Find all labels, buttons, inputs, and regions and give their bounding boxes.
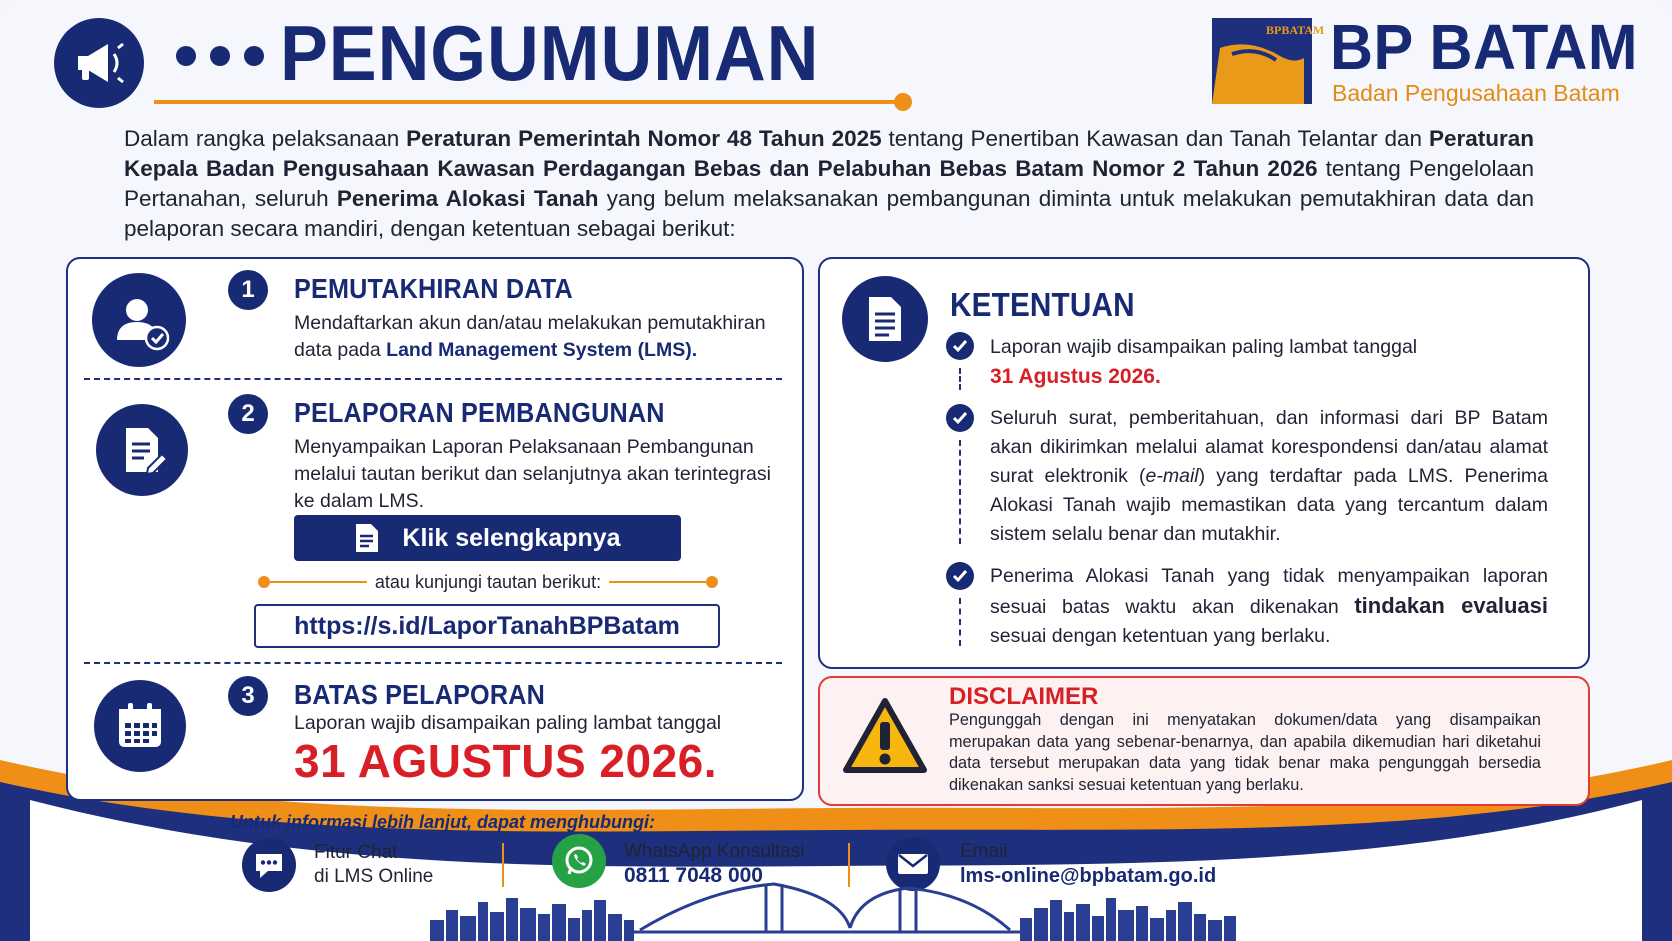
contact-heading: Untuk informasi lebih lanjut, dapat menghubungi:: [230, 812, 655, 832]
alternative-link-divider: [258, 572, 718, 592]
step-2-title: PELAPORAN PEMBANGUNAN: [294, 397, 665, 428]
disclaimer-title: DISCLAIMER: [949, 683, 1099, 710]
step-2-badge: 2: [228, 394, 268, 434]
title-underline: [154, 100, 898, 104]
logo-subtitle: Badan Pengusahaan Batam: [1332, 80, 1620, 106]
title-underline-dot: [894, 93, 912, 111]
step-divider: [84, 378, 782, 380]
provisions-title: KETENTUAN: [950, 286, 1135, 323]
step-1-badge: 1: [228, 270, 268, 310]
disclaimer-text: Pengunggah dengan ini menyatakan dokumen/data yang disampaikan merupakan data yang sebenar-benarnya, dan apabila dikemudian hari diketahui data tersebut merupakan data yang tidak benar maka pengunggah bersedia dikenakan sanksi sesuai ketentuan yang berlaku.: [949, 711, 1541, 794]
step-3-title: BATAS PELAPORAN: [294, 679, 545, 710]
deadline-date: 31 AGUSTUS 2026.: [294, 735, 718, 787]
provision-3-text: Penerima Alokasi Tanah yang tidak menyampaikan laporan sesuai batas waktu akan dikenakan tindakan evaluasi sesuai dengan ketentuan yang berlaku.: [990, 565, 1548, 647]
chat-icon[interactable]: [242, 838, 296, 892]
check-icon: [946, 562, 974, 590]
alternative-link-text: atau kunjungi tautan berikut:: [367, 572, 609, 592]
page-title: PENGUMUMAN: [280, 9, 820, 97]
warning-icon: [842, 696, 928, 776]
bp-batam-logo-icon: [1212, 18, 1325, 104]
city-skyline-illustration: [430, 880, 1250, 941]
step-divider: [84, 662, 782, 664]
logo-mark-text: BPBATAM: [1266, 23, 1325, 37]
megaphone-icon: [54, 18, 144, 108]
step-2-text: Menyampaikan Laporan Pelaksanaan Pembangunan melalui tautan berikut dan selanjutnya akan terintegrasi ke dalam LMS.: [294, 436, 771, 512]
logo-name: BP BATAM: [1330, 11, 1638, 83]
chat-contact[interactable]: Fitur Chat di LMS Online: [314, 842, 434, 887]
timeline-dash: [959, 368, 961, 390]
timeline-dash: [959, 440, 961, 544]
provision-1-text: Laporan wajib disampaikan paling lambat tanggal 31 Agustus 2026.: [990, 336, 1418, 388]
document-icon: [842, 276, 928, 362]
report-url-link[interactable]: https://s.id/LaporTanahBPBatam: [254, 604, 720, 648]
step-3-text: Laporan wajib disampaikan paling lambat tanggal: [294, 712, 722, 734]
lms-link[interactable]: Land Management System (LMS).: [386, 339, 698, 361]
read-more-label: Klik selengkapnya: [402, 523, 621, 552]
document-icon: [354, 522, 380, 554]
document-edit-icon: [96, 404, 188, 496]
calendar-icon: [94, 680, 186, 772]
whatsapp-contact[interactable]: WhatsApp Konsultasi 0811 7048 000: [624, 841, 805, 887]
timeline-dash: [959, 598, 961, 646]
intro-paragraph: Dalam rangka pelaksanaan Peraturan Pemerintah Nomor 48 Tahun 2025 tentang Penertiban Kawasan dan Tanah Telantar dan Peraturan Kepala Badan Pengusahaan Kawasan Perdagangan Bebas dan Pelabuhan Bebas Batam Nomor 2 Tahun 2026 tentang Pengelolaan Pertanahan, seluruh Penerima Alokasi Tanah yang belum melaksanakan pembangunan diminta untuk melakukan pemutakhiran data dan pelaporan secara mandiri, dengan ketentuan sebagai berikut:: [124, 126, 1534, 241]
step-3-badge: 3: [228, 676, 268, 716]
read-more-button[interactable]: [294, 515, 681, 561]
user-check-icon: [92, 273, 186, 367]
check-icon: [946, 404, 974, 432]
check-icon: [946, 332, 974, 360]
email-contact[interactable]: Email lms-online@bpbatam.go.id: [960, 841, 1217, 887]
provision-2-text: Seluruh surat, pemberitahuan, dan informasi dari BP Batam akan dikirimkan melalui alamat korespondensi dan/atau alamat surat elektronik (e-mail) yang terdaftar pada LMS. Penerima Alokasi Tanah wajib memastikan data yang tercantum dalam sistem selalu benar dan mutakhir.: [990, 407, 1548, 545]
step-1-text: Mendaftarkan akun dan/atau melakukan pemutakhiran data pada Land Management System (LMS).: [294, 312, 766, 361]
step-1-title: PEMUTAKHIRAN DATA: [294, 273, 573, 304]
title-dots: [176, 46, 264, 66]
